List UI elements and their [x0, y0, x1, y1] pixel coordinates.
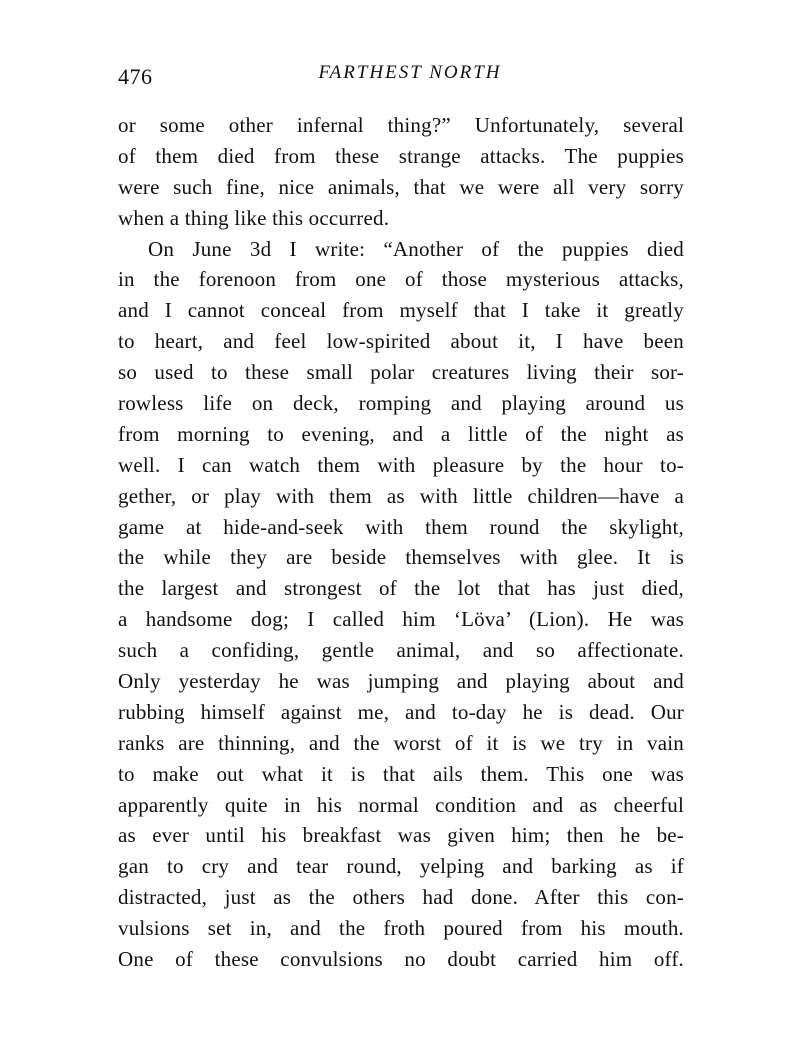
- text-line: of them died from these strange attacks. The puppies: [118, 143, 684, 168]
- text-line: ranks are thinning, and the worst of it is we try in vain: [118, 730, 684, 755]
- text-line: Only yesterday he was jumping and playing about and: [118, 669, 684, 694]
- text-line: One of these convulsions no doubt carried him off.: [118, 947, 684, 972]
- text-line: as ever until his breakfast was given him; then he be-: [118, 823, 684, 848]
- running-title: FARTHEST NORTH: [318, 62, 502, 83]
- text-line: rowless life on deck, romping and playing around us: [118, 391, 684, 416]
- text-line: well. I can watch them with pleasure by the hour to-: [118, 452, 684, 477]
- text-line: gether, or play with them as with little children—have a: [118, 483, 684, 508]
- text-line: gan to cry and tear round, yelping and barking as if: [118, 854, 684, 879]
- text-line: a handsome dog; I called him ‘Löva’ (Lion). He was: [118, 607, 684, 632]
- text-line: when a thing like this occurred.: [118, 205, 390, 230]
- text-line: from morning to evening, and a little of the night as: [118, 421, 684, 446]
- text-line: On June 3d I write: “Another of the puppies died: [148, 236, 684, 261]
- text-line: game at hide-and-seek with them round the skylight,: [118, 514, 684, 539]
- text-line: or some other infernal thing?” Unfortunately, several: [118, 113, 684, 137]
- body-text: [118, 110, 684, 975]
- text-line: the while they are beside themselves with glee. It is: [118, 545, 684, 570]
- text-line: distracted, just as the others had done. After this con-: [118, 885, 684, 910]
- text-line: were such fine, nice animals, that we were all very sorry: [118, 174, 684, 199]
- text-line: rubbing himself against me, and to-day he is dead. Our: [118, 699, 684, 724]
- text-line: to heart, and feel low-spirited about it, I have been: [118, 329, 684, 354]
- text-line: in the forenoon from one of those mysterious attacks,: [118, 267, 684, 292]
- text-line: such a confiding, gentle animal, and so affectionate.: [118, 638, 684, 663]
- text-line: the largest and strongest of the lot that has just died,: [118, 576, 684, 601]
- text-line: vulsions set in, and the froth poured from his mouth.: [118, 916, 684, 941]
- text-line: apparently quite in his normal condition and as cheerful: [118, 792, 684, 817]
- page-number: 476: [118, 64, 153, 89]
- text-line: and I cannot conceal from myself that I take it greatly: [118, 298, 684, 323]
- text-line: so used to these small polar creatures living their sor-: [118, 360, 684, 385]
- text-line: to make out what it is that ails them. This one was: [118, 761, 684, 786]
